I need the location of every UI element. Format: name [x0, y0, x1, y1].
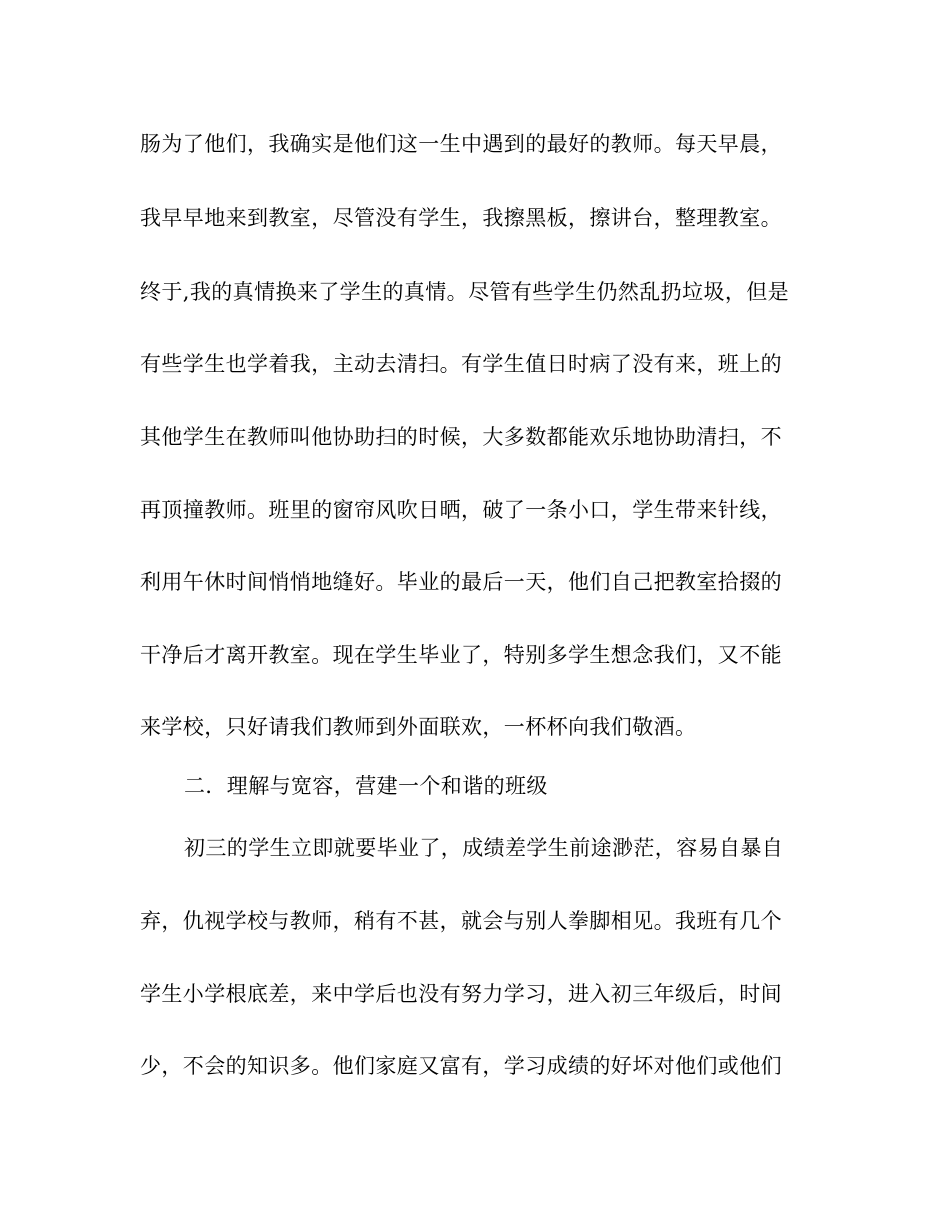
body-line: 弃，仇视学校与教师，稍有不甚，就会与别人拳脚相见。我班有几个 [140, 909, 782, 933]
section-heading: 二．理解与宽容，营建一个和谐的班级 [184, 774, 548, 798]
body-line: 再顶撞教师。班里的窗帘风吹日晒，破了一条小口，学生带来针线， [140, 498, 782, 522]
body-line: 干净后才离开教室。现在学生毕业了，特别多学生想念我们，又不能 [140, 643, 782, 667]
body-line: 初三的学生立即就要毕业了，成绩差学生前途渺茫，容易自暴自 [184, 836, 784, 860]
body-line: 学生小学根底差，来中学后也没有努力学习，进入初三年级后，时间 [140, 982, 782, 1006]
body-line: 终于,我的真情换来了学生的真情。尽管有些学生仍然乱扔垃圾，但是 [140, 280, 790, 304]
body-line: 其他学生在教师叫他协助扫的时候，大多数都能欢乐地协助清扫，不 [140, 425, 782, 449]
body-line: 少，不会的知识多。他们家庭又富有，学习成绩的好坏对他们或他们 [140, 1054, 782, 1078]
body-line: 有些学生也学着我，主动去清扫。有学生值日时病了没有来，班上的 [140, 352, 782, 376]
body-line: 来学校，只好请我们教师到外面联欢，一杯杯向我们敬酒。 [140, 715, 697, 739]
body-line: 利用午休时间悄悄地缝好。毕业的最后一天，他们自己把教室拾掇的 [140, 570, 782, 594]
body-line: 肠为了他们，我确实是他们这一生中遇到的最好的教师。每天早晨， [140, 132, 782, 156]
body-line: 我早早地来到教室，尽管没有学生，我擦黑板，擦讲台，整理教室。 [140, 206, 782, 230]
